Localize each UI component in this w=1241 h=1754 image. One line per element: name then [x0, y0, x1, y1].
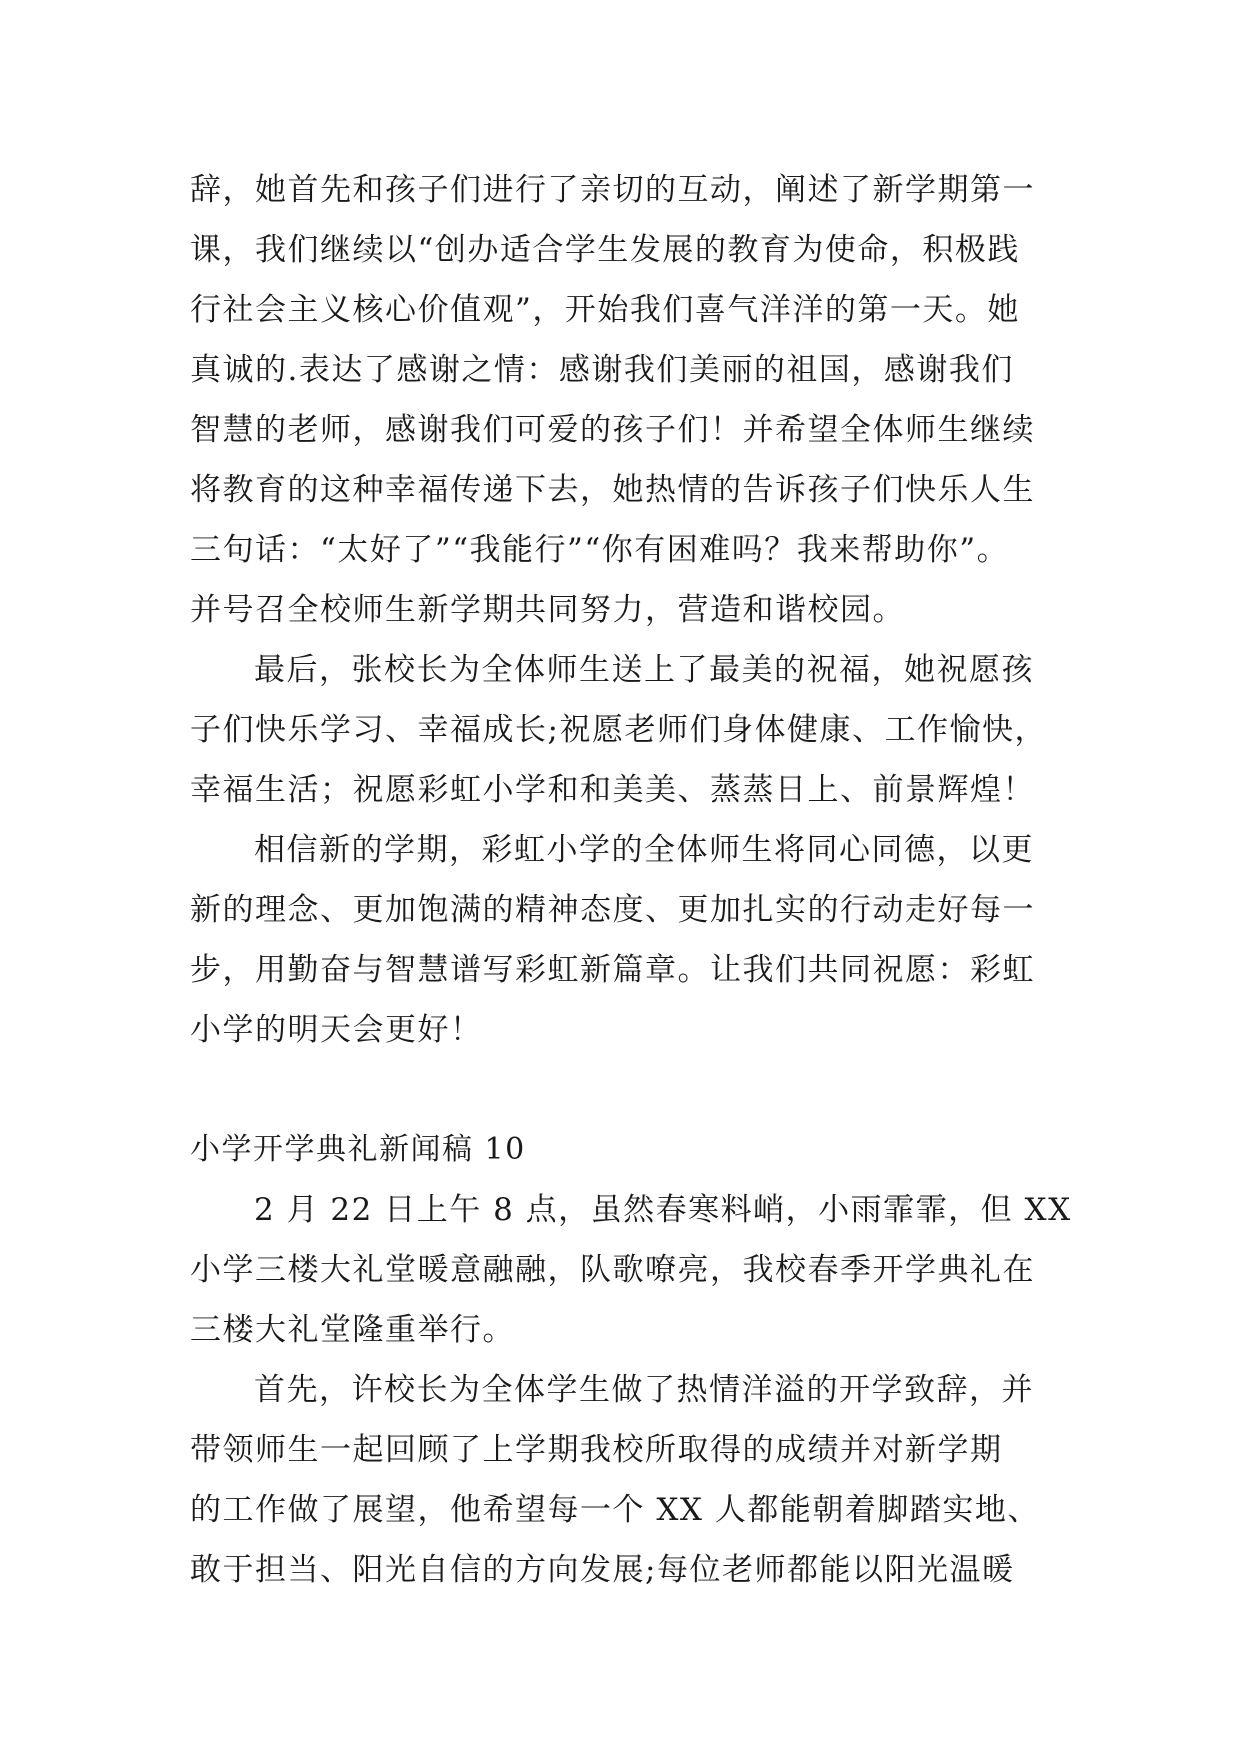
- text-line: 2 月 22 日上午 8 点，虽然春寒料峭，小雨霏霏，但 XX: [254, 1192, 1072, 1228]
- paragraph-2: [190, 640, 1070, 820]
- text-line: 带领师生一起回顾了上学期我校所取得的成绩并对新学期: [190, 1432, 1003, 1468]
- text-line: 最后，张校长为全体师生送上了最美的祝福，她祝愿孩: [254, 652, 1034, 688]
- text-line: 步，用勤奋与智慧谱写彩虹新篇章。让我们共同祝愿：彩虹: [190, 952, 1035, 988]
- document-body: [190, 160, 1070, 1600]
- paragraph-1: [190, 160, 1070, 640]
- text-line: 并号召全校师生新学期共同努力，营造和谐校园。: [190, 592, 905, 628]
- text-line: 敢于担当、阳光自信的方向发展;每位老师都能以阳光温暖: [190, 1552, 1015, 1588]
- text-line: 小学三楼大礼堂暖意融融，队歌嘹亮，我校春季开学典礼在: [190, 1252, 1035, 1288]
- section-title: 小学开学典礼新闻稿 10: [190, 1132, 526, 1167]
- text-line: 将教育的这种幸福传递下去，她热情的告诉孩子们快乐人生: [190, 472, 1035, 508]
- text-line: 子们快乐学习、幸福成长;祝愿老师们身体健康、工作愉快，: [190, 712, 1047, 748]
- paragraph-5: [190, 1360, 1070, 1600]
- section-spacer: [190, 1060, 1070, 1120]
- paragraph-3: [190, 820, 1070, 1060]
- text-line: 首先，许校长为全体学生做了热情洋溢的开学致辞，并: [254, 1372, 1034, 1408]
- text-line: 小学的明天会更好！: [190, 1012, 483, 1048]
- text-line: 行社会主义核心价值观”，开始我们喜气洋洋的第一天。她: [190, 292, 1020, 328]
- text-line: 新的理念、更加饱满的精神态度、更加扎实的行动走好每一: [190, 892, 1035, 928]
- text-line: 课，我们继续以“创办适合学生发展的教育为使命，积极践: [190, 232, 1020, 268]
- text-line: 幸福生活；祝愿彩虹小学和和美美、蒸蒸日上、前景辉煌！: [190, 772, 1035, 808]
- text-line: 相信新的学期，彩虹小学的全体师生将同心同德，以更: [254, 832, 1034, 868]
- text-line: 智慧的老师，感谢我们可爱的孩子们！并希望全体师生继续: [190, 412, 1035, 448]
- paragraph-4: [190, 1180, 1070, 1360]
- text-line: 真诚的.表达了感谢之情：感谢我们美丽的祖国，感谢我们: [190, 352, 1014, 388]
- text-line: 三句话：“太好了”“我能行”“你有困难吗？我来帮助你”。: [190, 532, 1010, 568]
- text-line: 三楼大礼堂隆重举行。: [190, 1312, 515, 1348]
- text-line: 辞，她首先和孩子们进行了亲切的互动，阐述了新学期第一: [190, 172, 1035, 208]
- text-line: 的工作做了展望，他希望每一个 XX 人都能朝着脚踏实地、: [190, 1492, 1040, 1528]
